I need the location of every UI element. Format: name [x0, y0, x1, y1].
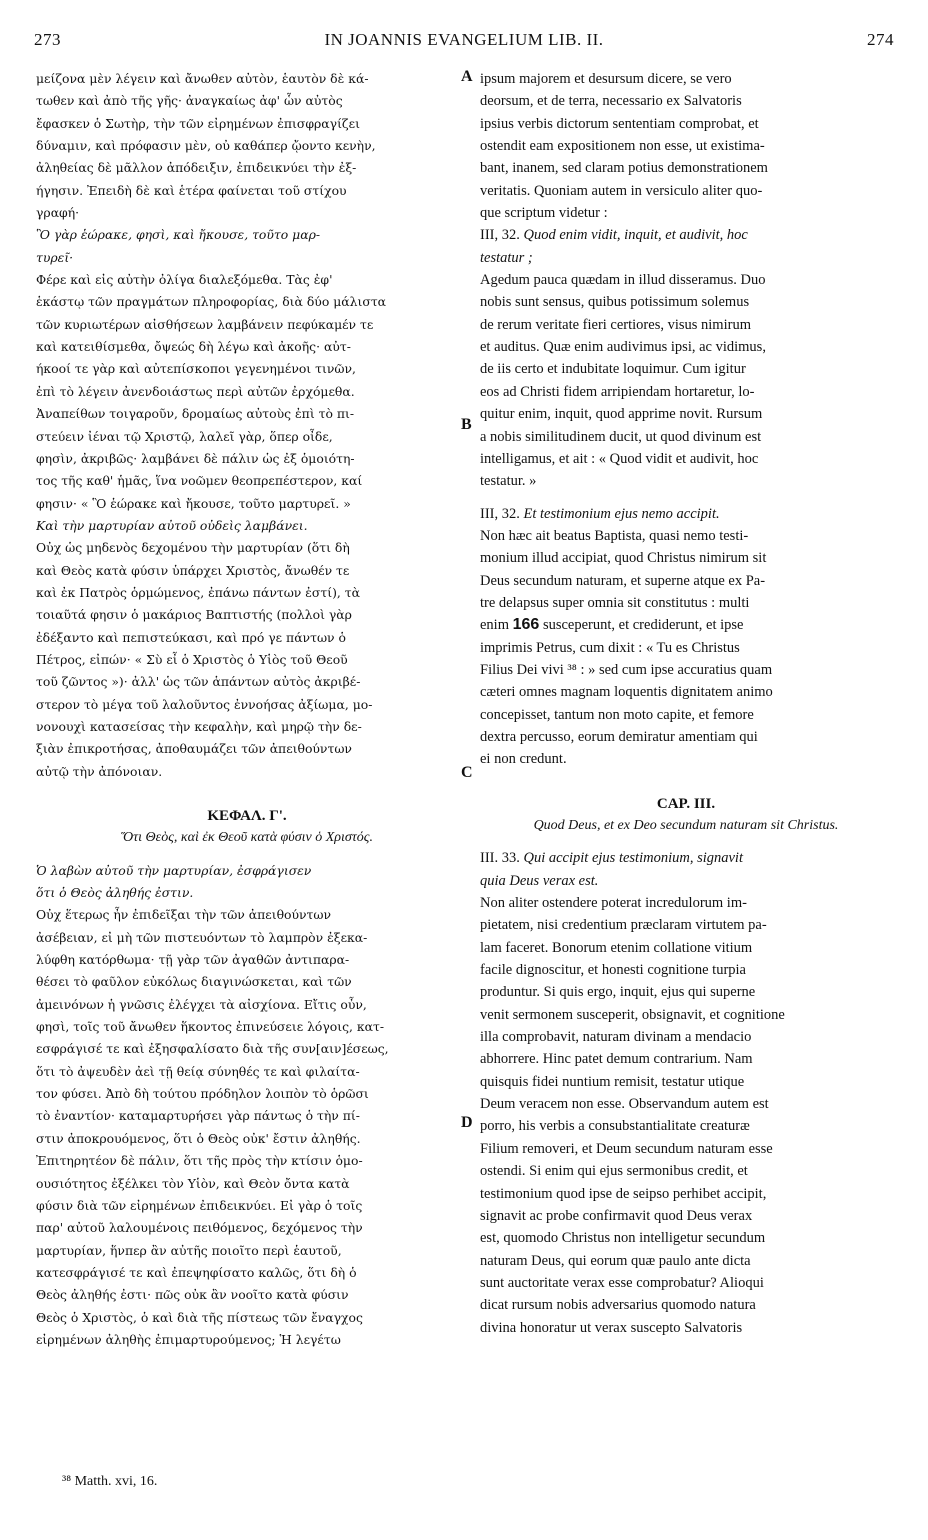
latin-text-line: monium illud accipiat, quod Christus nimirum sit — [480, 550, 767, 567]
latin-text-line: Non hæc ait beatus Baptista, quasi nemo testi- — [480, 527, 749, 544]
latin-text-line: intelligamus, et ait : « Quod vidit et audivit, hoc — [480, 450, 759, 467]
latin-text-line: Agedum pauca quædam in illud disseramus. Duo — [480, 272, 766, 289]
latin-text-line: de rerum veritate fieri certiores, visus nimirum — [480, 316, 751, 333]
latin-text-line: testimonium quod ipse de seipso perhibet accipit, — [480, 1185, 767, 1202]
latin-text-line: de iis certo et indubitate loquimur. Cum igitur — [480, 361, 746, 378]
spacer — [480, 493, 892, 503]
page-number-left: 273 — [34, 30, 61, 49]
greek-text-line: ήγησιν. Ἐπειδὴ δὲ καὶ ἑτέρα φαίνεται τοῦ στίχου — [36, 182, 347, 198]
latin-text-line: pietatem, nisi credentium præclaram virtutem pa- — [480, 917, 767, 934]
greek-text-line: στιν ἀποκρουόμενος, ὅτι ὁ Θεὸς οὐκ' ἔστιν ἀληθής. — [36, 1130, 361, 1146]
verse-reference: III, 32. — [480, 227, 524, 244]
greek-text-line: τον φύσει. Ἀπὸ δὴ τούτου πρόδηλον λοιπὸν τὸ ὁρῶσι — [36, 1086, 369, 1102]
latin-text-line: cæteri omnes magnam loquentis dignitatem animo — [480, 684, 773, 701]
greek-chapter-title: ΚΕΦΑΛ. Γ'. — [207, 808, 287, 824]
latin-text-line: ipsius verbis dictorum sententiam comprobat, et — [480, 115, 759, 132]
latin-text-line: ipsum majorem et desursum dicere, se vero — [480, 71, 732, 87]
greek-text-line: κατεσφράγισέ τε καὶ ἐπεψηφίσατο καλῶς, ὅτι δὴ ὁ — [36, 1264, 357, 1280]
latin-text-line: ei non credunt. — [480, 751, 567, 768]
greek-text-line: ἀμεινόνων ἡ γνῶσις ἐλέγχει τὰ αἰσχίονα. Εἴτις οὖν, — [36, 996, 367, 1012]
greek-verse-line: Ὃ γὰρ ἑώρακε, φησὶ, καὶ ἤκουσε, τοῦτο μαρ- — [36, 227, 321, 243]
verse-text: Quod enim vidit, inquit, et audivit, hoc — [523, 227, 748, 244]
latin-text-line: Filium removeri, et Deum secundum naturam esse — [480, 1140, 773, 1157]
latin-text-line: divina honoratur ut verax suscepto Salvatoris — [480, 1319, 743, 1336]
greek-text-line: ὅτι τὸ ἀψευδὲν ἀεὶ τῇ θείᾳ σύνηθές τε καὶ φιλαίτα- — [36, 1063, 360, 1079]
greek-text-line: τωθεν καὶ ἀπὸ τῆς γῆς· ἀναγκαίως ἀφ' ὧν αὐτὸς — [36, 93, 343, 109]
greek-text-line: καὶ ἐκ Πατρὸς ὁρμώμενος, ἐπάνω πάντων ἐστί), τὰ — [36, 584, 361, 600]
spacer — [480, 771, 892, 793]
footnote: ³⁸ Matth. xvi, 16. — [62, 1474, 158, 1489]
running-title: IN JOANNIS EVANGELIUM LIB. II. — [324, 30, 604, 49]
margin-letter-b: B — [461, 416, 472, 433]
latin-text-line: est, quomodo Christus non intelligetur secundum — [480, 1230, 766, 1247]
latin-text-line: illa comprobavit, naturam divinam a mendacio — [480, 1029, 752, 1046]
greek-text-line: ἑκάστῳ τῶν πραγμάτων πληροφορίας, διὰ δύο μάλιστα — [36, 294, 387, 310]
latin-text-line: Deum veracem non esse. Observandum autem est — [480, 1096, 769, 1113]
latin-text-line: testatur. » — [480, 473, 537, 490]
verse-text: Et testimonium ejus nemo accipit. — [523, 505, 720, 522]
margin-letter-d: D — [461, 1114, 473, 1131]
latin-text-line: naturam Deus, qui eorum quæ paulo ante dicta — [480, 1252, 751, 1269]
latin-text-line: ostendi. Si enim qui ejus sermonibus credit, et — [480, 1163, 748, 1180]
greek-text-line: Θεὸς ὁ Χριστὸς, ὁ καὶ διὰ τῆς πίστεως τῶν ἔναγχος — [36, 1309, 363, 1325]
latin-text-line: a nobis similitudinem ducit, ut quod divinum est — [480, 428, 762, 445]
latin-text-line: quitur enim, inquit, quod apprime novit. Rursum — [480, 406, 763, 423]
latin-text-line: bant, inanem, sed claram potius demonstrationem — [480, 160, 768, 177]
latin-verse-line — [480, 847, 892, 869]
greek-verse-line: Καὶ τὴν μαρτυρίαν αὐτοῦ οὐδεὶς λαμβάνει. — [36, 517, 308, 533]
greek-text-line: αὐτῷ τὴν ἀπόνοιαν. — [36, 763, 163, 779]
greek-text-line: ξιὰν ἐπικροτήσας, ἀποθαυμάζει τῶν ἀπειθούντων — [36, 741, 352, 757]
greek-text-line: ἀσέβειαν, εἰ μὴ τῶν πιστευόντων τὸ λαμπρὸν ἐξεκα- — [36, 929, 368, 945]
greek-text-line: στεύειν ἰέναι τῷ Χριστῷ, λαλεῖ γὰρ, ὅπερ οἶδε, — [36, 428, 333, 444]
greek-text-line: ἐπὶ τὸ λέγειν ἀνενδοιάστως περὶ αὐτῶν ἐρχόμεθα. — [36, 383, 355, 399]
greek-text-line: ἀληθείας δὲ μᾶλλον ἀπόδειξιν, ἐπιδεικνύει τὴν ἐξ- — [36, 160, 357, 176]
latin-verse-line: quia Deus verax est. — [480, 872, 599, 889]
latin-text-line: lam faceret. Bonorum etenim collatione vitium — [480, 939, 753, 956]
greek-text-line: δύναμιν, καὶ πρόφασιν μὲν, οὐ καθάπερ ᾤοντο κενὴν, — [36, 138, 376, 154]
greek-text-line: ήκοοί τε γὰρ καὶ αὐτεπίσκοποι γεγενημένοι τινῶν, — [36, 361, 356, 377]
latin-text-line: facile dignoscitur, et honesti cognitione turpia — [480, 962, 746, 979]
greek-text-line: ἔφασκεν ὁ Σωτὴρ, τὴν τῶν εἰρημένων ἐπισφραγίζει — [36, 115, 360, 131]
page-number-right: 274 — [867, 30, 894, 49]
greek-text-line: στερον τὸ μέγα τοῦ λαλοῦντος ἐννοήσας ἀξίωμα, μο- — [36, 696, 373, 712]
greek-text-line: Ἐπιτηρητέον δὲ πάλιν, ὅτι τῆς πρὸς τὴν κτίσιν ὁμο- — [36, 1153, 363, 1169]
latin-text-line: venit sermonem susceperit, obsignavit, et cognitione — [480, 1006, 785, 1023]
latin-text-line: et auditus. Quæ enim audivimus ipsi, ac vidimus, — [480, 339, 766, 356]
latin-text-line: dextra percusso, eorum demiratur amentiam qui — [480, 728, 758, 745]
latin-text: susceperunt, et crediderunt, et ipse — [539, 617, 744, 634]
greek-text-line: Ἀναπείθων τοιγαροῦν, δρομαίως αὐτοὺς ἐπὶ τὸ πι- — [36, 406, 355, 422]
greek-column — [36, 68, 458, 1351]
greek-verse-line: ὅτι ὁ Θεὸς ἀληθής ἐστιν. — [36, 885, 194, 901]
spacer — [36, 850, 458, 860]
verse-reference: III. 33. — [480, 850, 524, 867]
greek-text-line: παρ' αὐτοῦ λαλουμένοις πειθόμενος, δεχόμενος τὴν — [36, 1220, 363, 1236]
greek-text-line: Οὐχ ἕτερως ἦν ἐπιδεῖξαι τὴν τῶν ἀπειθούντων — [36, 907, 332, 923]
latin-text-line: Non aliter ostendere poterat incredulorum im- — [480, 895, 747, 912]
latin-text-line: Filius Dei vivi ³⁸ : » sed cum ipse accuratius quam — [480, 661, 773, 678]
latin-text-line: quisquis fidei nuntium remisit, testatur utique — [480, 1073, 745, 1090]
latin-text: enim — [480, 617, 513, 634]
margin-letter-c: C — [461, 764, 473, 781]
latin-text-line: signavit ac probe confirmavit quod Deus verax — [480, 1207, 753, 1224]
latin-text-line: nobis sunt sensus, quibus potissimum solemus — [480, 294, 750, 311]
greek-text-line: Φέρε καὶ εἰς αὐτὴν ὀλίγα διαλεξόμεθα. Τὰς ἐφ' — [36, 272, 333, 288]
spacer — [480, 837, 892, 847]
greek-text-line: ουσιότητος ἐξέλκει τὸν Υἱὸν, καὶ Θεὸν ὄντα κατὰ — [36, 1175, 350, 1191]
greek-text-line: τὸ ἐναντίον· καταμαρτυρήσει γὰρ πάντως ὁ τὴν πί- — [36, 1108, 360, 1124]
greek-text-line: μαρτυρίαν, ἥνπερ ἂν αὐτῆς ποιοῖτο περὶ ἑαυτοῦ, — [36, 1242, 342, 1258]
latin-text-line: abhorrere. Hinc patet demum contrarium. Nam — [480, 1051, 753, 1068]
greek-verse-line: Ὁ λαβὼν αὐτοῦ τὴν μαρτυρίαν, ἐσφράγισεν — [36, 862, 312, 878]
latin-text-line: veritatis. Quoniam autem in versiculo aliter quo- — [480, 182, 763, 199]
margin-letter-a: A — [461, 68, 473, 85]
greek-text-line: καὶ Θεὸς κατὰ φύσιν ὑπάρχει Χριστὸς, ἄνωθέν τε — [36, 562, 350, 578]
latin-text-line: que scriptum videtur : — [480, 205, 608, 222]
verse-text: Qui accipit ejus testimonium, signavit — [523, 850, 743, 867]
latin-text-line: Deus secundum naturam, et superne atque ex Pa- — [480, 572, 766, 589]
latin-text-line: porro, his verbis a consubstantialitate creaturæ — [480, 1118, 750, 1135]
latin-text-line: produntur. Si quis ergo, inquit, ejus qui superne — [480, 984, 756, 1001]
greek-text-line: καὶ κατειθίσμεθα, ὄψεώς δὴ λέγω καὶ ἀκοῆς· αὐτ- — [36, 339, 351, 355]
greek-text-line: τοιαῦτά φησιν ὁ μακάριος Βαπτιστής (πολλοὶ γὰρ — [36, 607, 352, 623]
greek-text-line: φησὶ, τοῖς τοῦ ἄνωθεν ἥκοντος ἐπινεύσειε λόγοις, κατ- — [36, 1019, 385, 1035]
latin-text-line: deorsum, et de terra, necessario ex Salvatoris — [480, 93, 742, 110]
greek-chapter-subtitle: Ὅτι Θεὸς, καὶ ἐκ Θεοῦ κατὰ φύσιν ὁ Χριστός. — [121, 830, 373, 846]
latin-text-line: eos ad Christi fidem arripiendam hortaretur, lo- — [480, 383, 755, 400]
latin-verse-line — [480, 224, 892, 246]
greek-text-line: νονουχὶ κατασείσας τὴν κεφαλὴν, καὶ μηρῷ τὴν δε- — [36, 718, 362, 734]
latin-text-line: ostendit eam expositionem non esse, ut existima- — [480, 138, 765, 155]
edition-page-marker: 166 — [512, 616, 540, 634]
greek-text-line: Οὐχ ὡς μηδενὸς δεχομένου τὴν μαρτυρίαν (ὅτι δὴ — [36, 540, 350, 556]
greek-text-line: τοῦ ζῶντος »)· ἀλλ' ὡς τῶν ἁπάντων αὐτὸς ἀκριβέ- — [36, 674, 361, 690]
latin-text-line — [480, 614, 892, 636]
greek-text-line: φύσιν διὰ τῶν εἰρημένων ἐπιδεικνύει. Εἰ γὰρ ὁ τοῖς — [36, 1197, 363, 1213]
greek-text-line: Πέτρος, εἰπών· « Σὺ εἶ ὁ Χριστὸς ὁ Υἱὸς τοῦ Θεοῦ — [36, 651, 348, 667]
latin-text-line: concepisset, tantum non moto capite, et femore — [480, 706, 754, 723]
latin-text-line: tre delapsus super omnia sit constitutus : multi — [480, 594, 750, 611]
greek-text-line: ἐδέξαντο καὶ πεπιστεύκασι, καὶ πρό γε πάντων ὁ — [36, 629, 346, 645]
latin-verse-line: testatur ; — [480, 249, 533, 266]
greek-text-line: Θεὸς ἀληθής ἐστι· πῶς οὐκ ἂν νοοῖτο κατὰ φύσιν — [36, 1287, 349, 1303]
greek-text-line: φησὶν, ἀκριβῶς· λαμβάνει δὲ πάλιν ὡς ἐξ ὁμοιότη- — [36, 450, 355, 466]
spacer — [36, 783, 458, 805]
verse-reference: III, 32. — [480, 505, 524, 522]
latin-text-line: dicat rursum nobis adversarius quomodo natura — [480, 1297, 756, 1314]
greek-verse-line: τυρεῖ· — [36, 249, 74, 265]
latin-verse-line — [480, 503, 892, 525]
greek-text-line: θέσει τὸ φαῦλον εὐκόλως διαγινώσκεται, καὶ τῶν — [36, 974, 352, 990]
greek-text-line: τος τῆς καθ' ἡμᾶς, ἵνα νοῶμεν θεοπρεπέστερον, καί — [36, 473, 363, 489]
greek-text-line: εἰρημένων ἀληθὴς ἐπιμαρτυρούμενος; Ἡ λεγέτω — [36, 1331, 341, 1347]
running-header — [34, 30, 894, 56]
greek-text-line: λύφθη κατόρθωμα· τῇ γὰρ τῶν ἀγαθῶν ἀντιπαρα- — [36, 952, 350, 968]
latin-chapter-subtitle: Quod Deus, et ex Deo secundum naturam sit Christus. — [533, 818, 839, 833]
latin-chapter-title: CAP. III. — [656, 795, 716, 812]
greek-text-line: εσφράγισέ τε καὶ ἐξησφαλίσατο διὰ τῆς συν[αιν]έσεως, — [36, 1041, 389, 1057]
greek-text-line: φησιν· « Ὃ ἑώρακε καὶ ἤκουσε, τοῦτο μαρτυρεῖ. » — [36, 495, 351, 511]
latin-text-line: sunt auctoritate verax esse comprobatur? Alioqui — [480, 1274, 764, 1291]
greek-text-line: γραφή· — [36, 205, 80, 221]
latin-column — [480, 68, 892, 1339]
greek-text-line: τῶν κυριωτέρων αἰσθήσεων λαμβάνειν πεφύκαμέν τε — [36, 316, 374, 332]
greek-text-line: μείζονα μὲν λέγειν καὶ ἄνωθεν αὐτὸν, ἑαυτὸν δὲ κά- — [36, 71, 369, 86]
latin-text-line: imprimis Petrus, cum dixit : « Tu es Christus — [480, 639, 740, 656]
